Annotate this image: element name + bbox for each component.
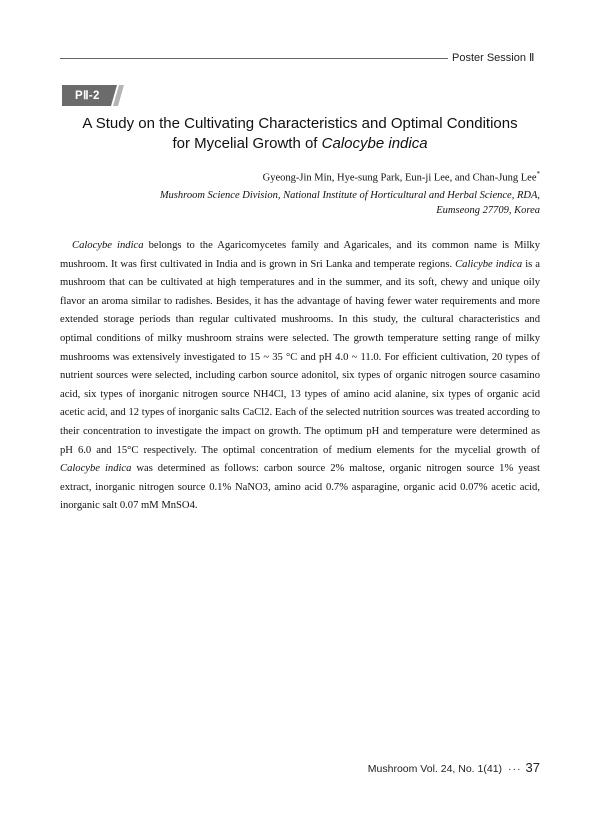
journal-citation: Mushroom Vol. 24, No. 1(41) [367,763,503,775]
title-species: Calocybe indica [321,135,428,152]
author-names: Gyeong-Jin Min, Hye-sung Park, Eun-ji Lee, and Chan-Jung Lee [262,172,537,184]
author-list [263,170,540,184]
title-prefix: for Mycelial Growth of [172,135,322,152]
affiliation-line-2: Eumseong 27709, Korea [436,205,540,216]
affiliation-line-1: Mushroom Science Division, National Institute of Horticultural and Herbal Science, RDA, [159,190,540,201]
abstract-species-3: Calocybe indica [60,463,132,475]
affiliation [100,188,540,218]
abstract-species-1: Calocybe indica [72,240,144,251]
poster-id-badge [62,85,124,106]
footer-dots: ··· [508,763,522,775]
abstract-body [60,237,540,516]
corresponding-mark: * [536,170,540,178]
abstract-text-3: was determined as follows: carbon source 2% maltose, organic nitrogen source 1% yeast extract, inorganic nitrogen source 0.1% NaNO3, amino acid 0.7% asparagine, organic acid 0.07% acetic acid, inorganic salt 0.07 mM MnSO4. [60,463,540,512]
page-footer [368,760,540,775]
abstract-species-2: Calicybe indica [455,258,523,270]
title-line-1: A Study on the Cultivating Characteristics and Optimal Conditions [82,115,518,132]
title-line-2 [60,134,540,154]
badge-label: PⅡ-2 [75,90,100,102]
abstract-text-1: belongs to the Agaricomycetes family and Agaricales, and its common name is Milky mushroom. It was first cultivated in India and is grown in Sri Lanka and temperate regions. [60,240,540,270]
page-number: 37 [525,760,540,775]
header-rule [60,58,448,59]
session-label: Poster Session Ⅱ [452,52,535,64]
paper-title [60,114,540,154]
abstract-text-2: is a mushroom that can be cultivated at high temperatures and in the summer, and its soft, chewy and unique oily flavor an aroma similar to radishes. Besides, it has the advantage of having fewer water requirements and more extended storage periods than regular cultivated mushrooms. In this study, the cultural characteristics and optimal conditions of milky mushroom strains were selected. The growth temperature setting range of milky mushrooms was extensively investigated to 15 ~ 35 °C and pH 4.0 ~ 11.0. For efficient cultivation, 20 types of nutrient sources were selected, including carbon source adonitol, six types of organic nitrogen source casamino acid, six types of inorganic nitrogen source NH4Cl, 13 types of amino acid alanine, six types of organic acid acetic acid, and 12 types of inorganic salts CaCl2. Each of the selected nutrition sources was treated according to their concentration to investigate the impact on growth. The optimum pH and temperature were determined as pH 6.0 and 15°C respectively. The optimal concentration of medium elements for the mycelial growth of [60,258,540,456]
